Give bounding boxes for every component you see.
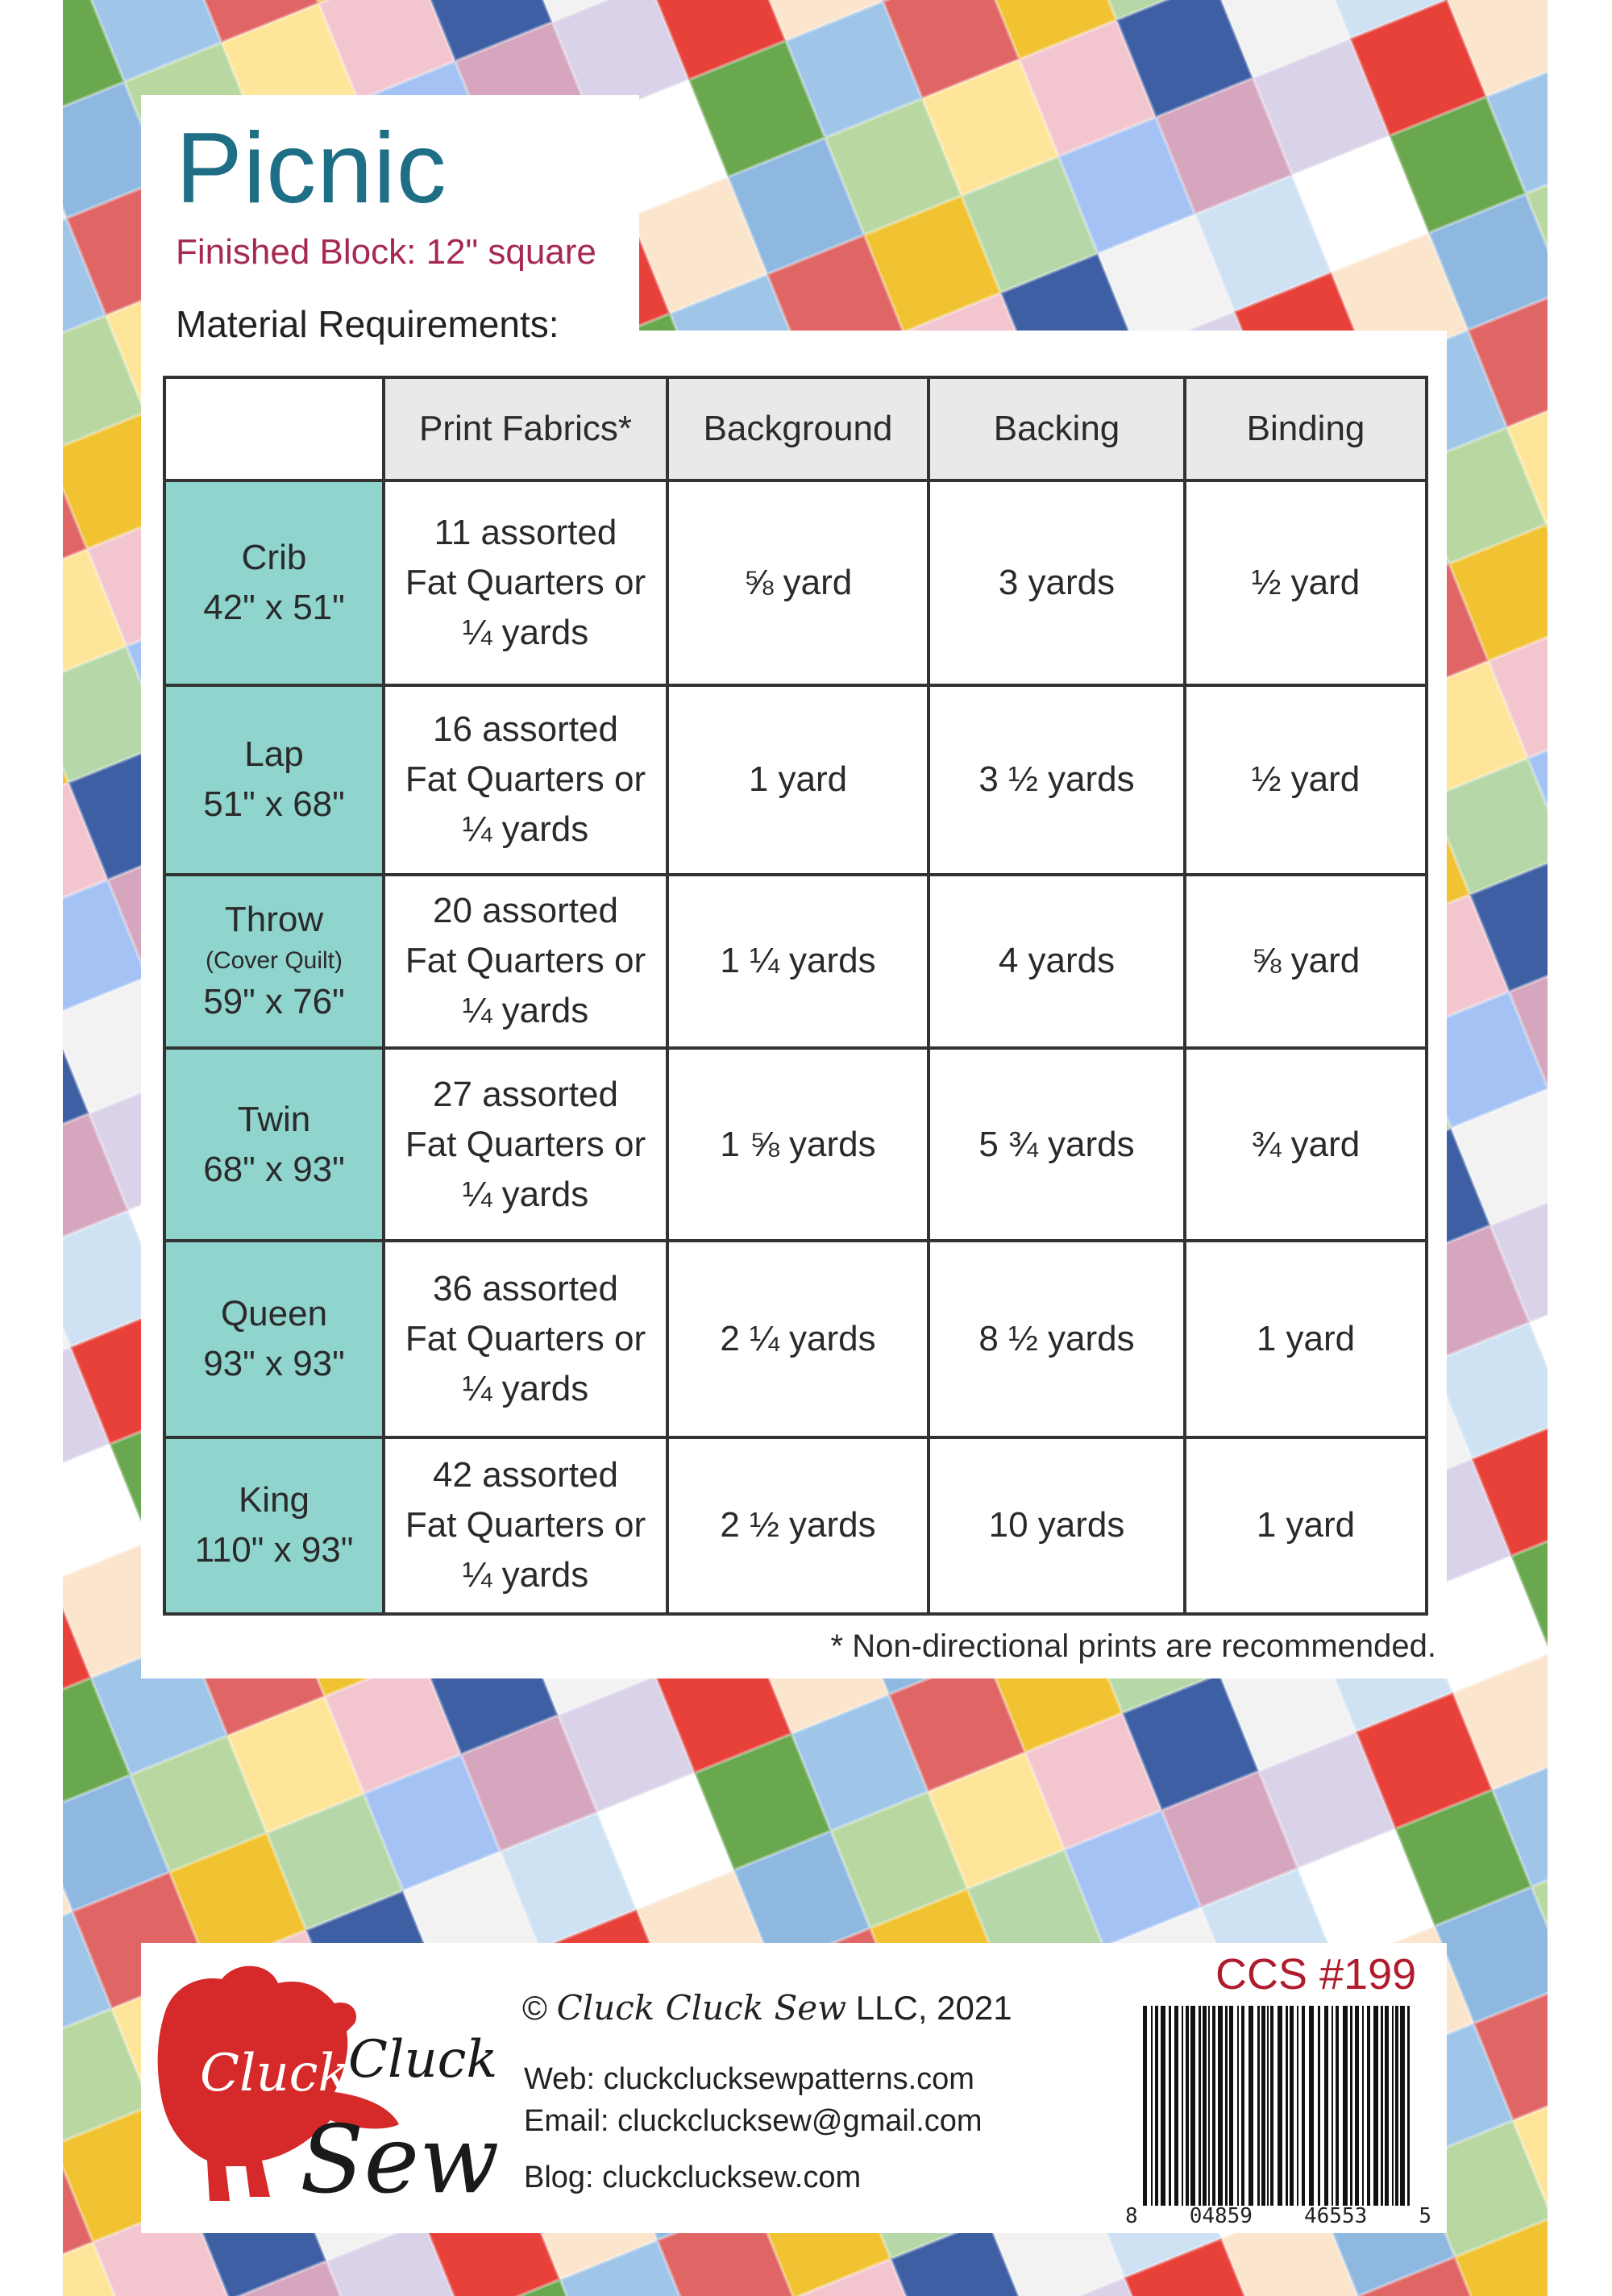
table-row <box>164 480 1427 685</box>
header-corner <box>164 377 384 480</box>
quilt-size-cell <box>164 1048 384 1241</box>
binding-cell: ⅝ yard <box>1185 875 1427 1048</box>
background-cell: 1 ¼ yards <box>667 875 929 1048</box>
size-name: Lap <box>244 734 304 775</box>
copyright-line <box>522 1988 1012 2028</box>
print-fabrics-cell <box>384 1437 667 1614</box>
footnote: * Non-directional prints are recommended. <box>830 1628 1436 1664</box>
table-row <box>164 1241 1427 1437</box>
print-alt: ¼ yards <box>462 1555 589 1595</box>
copyright-brand: Cluck Cluck Sew <box>556 1988 847 2028</box>
print-alt: ¼ yards <box>462 991 589 1031</box>
backing-cell: 10 yards <box>929 1437 1185 1614</box>
size-dimensions: 59" x 76" <box>203 982 345 1022</box>
print-unit: Fat Quarters or <box>405 1124 646 1164</box>
print-unit: Fat Quarters or <box>405 1319 646 1359</box>
binding-cell: 1 yard <box>1185 1241 1427 1437</box>
print-unit: Fat Quarters or <box>405 941 646 981</box>
table-header-row <box>164 377 1427 480</box>
print-unit: Fat Quarters or <box>405 562 646 602</box>
binding-cell: ½ yard <box>1185 685 1427 875</box>
table-row <box>164 1437 1427 1614</box>
print-count: 20 assorted <box>433 891 618 931</box>
header-print-fabrics: Print Fabrics* <box>384 377 667 480</box>
barcode-digit-group: 5 <box>1419 2204 1431 2228</box>
barcode-digits <box>1125 2204 1431 2228</box>
quilt-size-cell <box>164 480 384 685</box>
copyright-year: LLC, 2021 <box>855 1989 1012 2027</box>
background-cell: 1 yard <box>667 685 929 875</box>
quilt-size-cell <box>164 1437 384 1614</box>
print-count: 42 assorted <box>433 1455 618 1495</box>
backing-cell: 3 ½ yards <box>929 685 1185 875</box>
table-row <box>164 1048 1427 1241</box>
barcode-icon <box>1143 2006 1410 2206</box>
size-dimensions: 93" x 93" <box>203 1344 345 1384</box>
print-unit: Fat Quarters or <box>405 1505 646 1545</box>
table-row <box>164 685 1427 875</box>
background-cell: 2 ½ yards <box>667 1437 929 1614</box>
material-requirements-heading: Material Requirements: <box>176 303 559 345</box>
contact-web-link[interactable]: Web: cluckclucksewpatterns.com <box>524 2062 974 2096</box>
print-alt: ¼ yards <box>462 1174 589 1214</box>
size-name: Twin <box>237 1099 311 1139</box>
quilt-size-cell <box>164 875 384 1048</box>
size-name: Queen <box>220 1294 328 1334</box>
logo-word-sew: Sew <box>300 2106 500 2215</box>
size-name: Crib <box>241 537 307 577</box>
size-name: King <box>238 1480 310 1520</box>
contact-blog-link[interactable]: Blog: cluckclucksew.com <box>524 2161 862 2194</box>
copyright-symbol: © <box>522 1989 547 2027</box>
binding-cell: ½ yard <box>1185 480 1427 685</box>
logo-word-cluck-2: Cluck <box>348 2030 498 2090</box>
header-backing: Backing <box>929 377 1185 480</box>
print-alt: ¼ yards <box>462 612 589 652</box>
print-fabrics-cell <box>384 1241 667 1437</box>
print-count: 11 assorted <box>434 512 617 552</box>
print-fabrics-cell <box>384 1048 667 1241</box>
barcode-digit-group: 8 <box>1125 2204 1138 2228</box>
pattern-number: CCS #199 <box>1215 1950 1417 1999</box>
backing-cell: 4 yards <box>929 875 1185 1048</box>
logo-word-cluck-1: Cluck <box>200 2044 350 2103</box>
print-count: 27 assorted <box>433 1074 618 1114</box>
print-fabrics-cell <box>384 685 667 875</box>
barcode-digit-group: 46553 <box>1304 2204 1368 2228</box>
print-alt: ¼ yards <box>462 1369 589 1409</box>
size-dimensions: 51" x 68" <box>203 784 345 825</box>
print-fabrics-cell <box>384 875 667 1048</box>
backing-cell: 8 ½ yards <box>929 1241 1185 1437</box>
background-cell: ⅝ yard <box>667 480 929 685</box>
quilt-size-cell <box>164 1241 384 1437</box>
print-count: 16 assorted <box>433 709 618 750</box>
header-binding: Binding <box>1185 377 1427 480</box>
backing-cell: 3 yards <box>929 480 1185 685</box>
print-unit: Fat Quarters or <box>405 759 646 800</box>
background-cell: 2 ¼ yards <box>667 1241 929 1437</box>
page-title: Picnic <box>176 113 447 224</box>
finished-block-size: Finished Block: 12" square <box>176 232 596 272</box>
print-count: 36 assorted <box>433 1269 618 1309</box>
page-margin-left <box>0 0 63 2296</box>
barcode-digit-group: 04859 <box>1189 2204 1253 2228</box>
size-dimensions: 110" x 93" <box>194 1530 354 1570</box>
header-background: Background <box>667 377 929 480</box>
page-margin-right <box>1548 0 1612 2296</box>
size-note: (Cover Quilt) <box>205 947 343 975</box>
binding-cell: 1 yard <box>1185 1437 1427 1614</box>
binding-cell: ¾ yard <box>1185 1048 1427 1241</box>
backing-cell: 5 ¾ yards <box>929 1048 1185 1241</box>
quilt-size-cell <box>164 685 384 875</box>
size-dimensions: 42" x 51" <box>203 587 345 627</box>
material-requirements-table <box>163 376 1428 1616</box>
print-fabrics-cell <box>384 480 667 685</box>
background-cell: 1 ⅝ yards <box>667 1048 929 1241</box>
print-alt: ¼ yards <box>462 809 589 850</box>
size-name: Throw <box>224 900 324 940</box>
table-row <box>164 875 1427 1048</box>
size-dimensions: 68" x 93" <box>203 1149 345 1189</box>
contact-email-link[interactable]: Email: cluckclucksew@gmail.com <box>524 2104 983 2138</box>
